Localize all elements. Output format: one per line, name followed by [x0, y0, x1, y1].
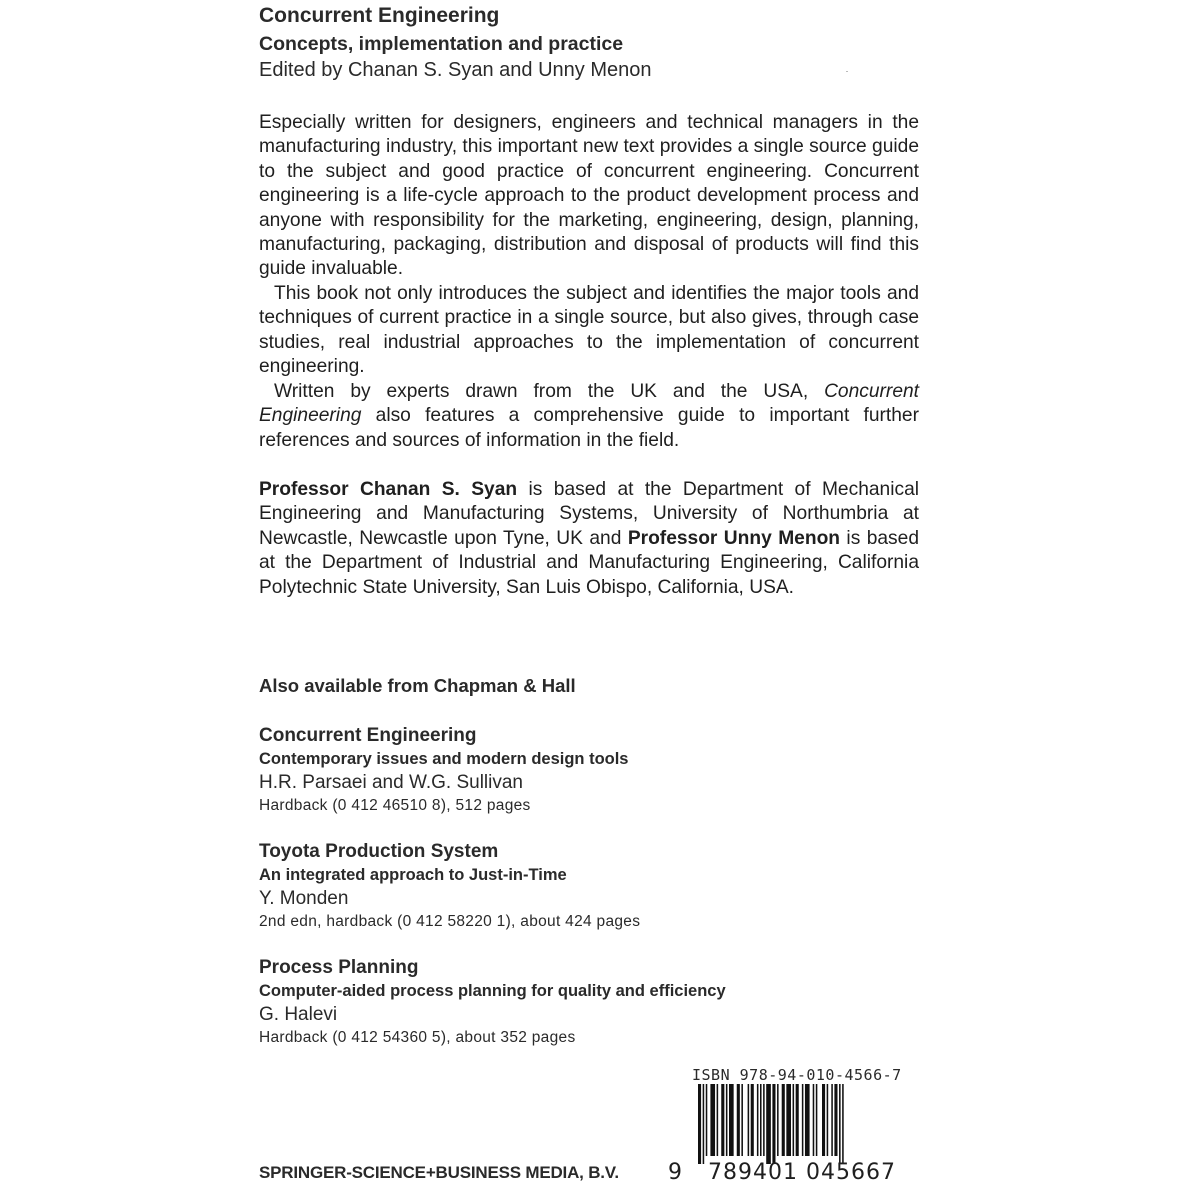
barcode-bar [793, 1084, 795, 1156]
also-available-heading: Also available from Chapman & Hall [259, 675, 576, 696]
barcode-bar [706, 1084, 708, 1156]
barcode-bar [748, 1084, 750, 1156]
isbn-label: ISBN 978-94-010-4566-7 [692, 1066, 902, 1084]
barcode-icon [696, 1084, 908, 1164]
barcode-first-digit: 9 [668, 1160, 682, 1185]
editor-bio-2: is based at the Department of Industrial and Manufacturing Engineering, California Polytechnic State University, San Luis Obispo, California, USA. [259, 527, 919, 598]
barcode-bar [796, 1084, 799, 1156]
barcode-bar [782, 1084, 785, 1156]
related-book-details: Hardback (0 412 46510 8), 512 pages [259, 797, 531, 814]
barcode-digits-right: 045667 [806, 1160, 896, 1185]
related-book-details: Hardback (0 412 54360 5), about 352 pages [259, 1029, 576, 1046]
barcode-bar [726, 1084, 728, 1156]
paragraph-3-end: also features a comprehensive guide to important further references and sources of information in the field. [259, 405, 919, 451]
paragraph-3-book-name: Concurrent Engineering [259, 381, 919, 427]
related-book-title: Process Planning [259, 957, 419, 978]
related-book-subtitle: An integrated approach to Just-in-Time [259, 866, 567, 884]
barcode-bar [839, 1084, 841, 1164]
related-book-authors: H.R. Parsaei and W.G. Sullivan [259, 772, 523, 793]
related-book-subtitle: Computer-aided process planning for quality and efficiency [259, 982, 726, 1000]
related-book-authors: G. Halevi [259, 1004, 338, 1025]
barcode-bar [757, 1084, 759, 1156]
barcode-bar [729, 1084, 734, 1156]
editor-bio-1: is based at the Department of Mechanical Engineering and Manufacturing Systems, University of Northumbria at Newcastle, Newcastle upon Tyne, UK and [259, 479, 920, 549]
related-book [259, 840, 939, 933]
description-paragraph-2: This book not only introduces the subject and identifies the major tools and techniques of current practice in a single source, but also gives, through case studies, real industrial approaches to the implementation of concurrent engineering. [259, 283, 919, 378]
editor-name-2: Professor Unny Menon [627, 527, 841, 549]
about-editors [259, 478, 919, 600]
book-subtitle: Concepts, implementation and practice [259, 33, 624, 55]
barcode-bar [741, 1084, 743, 1156]
book-title: Concurrent Engineering [259, 4, 500, 27]
description-paragraph-1: Especially written for designers, engineers and technical managers in the manufacturing industry, this important new text provides a single source guide to the subject and good practice of concurrent engineering. Concurrent engineering is a life-cycle approach to the product development process and anyone with responsibility for the marketing, engineering, design, planning, manufacturing, packaging, distribution and disposal of products will find this guide invaluable. [259, 112, 919, 280]
barcode-bar [802, 1084, 804, 1156]
barcode-bar [698, 1084, 701, 1164]
barcode-bar [751, 1084, 754, 1156]
related-book-title: Toyota Production System [259, 841, 499, 862]
barcode-bar [842, 1084, 844, 1164]
barcode-bar [816, 1084, 818, 1156]
barcode-digits-left: 789401 [708, 1160, 798, 1185]
barcode-bar [805, 1084, 810, 1156]
barcode-bar [813, 1084, 815, 1156]
barcode-bar [721, 1084, 724, 1156]
related-book-authors: Y. Monden [259, 888, 349, 909]
publisher-name: SPRINGER-SCIENCE+BUSINESS MEDIA, B.V. [259, 1163, 619, 1182]
barcode-bar [703, 1084, 705, 1164]
barcode-bar [772, 1084, 775, 1164]
description-paragraph-3 [259, 380, 919, 453]
related-book-subtitle: Contemporary issues and modern design tools [259, 750, 629, 768]
barcode-bar [763, 1084, 765, 1156]
barcode-bar [760, 1084, 762, 1156]
barcode-bar [822, 1084, 825, 1156]
related-book-details: 2nd edn, hardback (0 412 58220 1), about 424 pages [259, 913, 641, 930]
barcode-bar [827, 1084, 829, 1156]
barcode-bar [786, 1084, 791, 1156]
barcode-bar [737, 1084, 740, 1156]
barcode-bar [777, 1084, 779, 1156]
barcode-bar [834, 1084, 837, 1156]
related-book-title: Concurrent Engineering [259, 725, 477, 746]
editor-name-1: Professor Chanan S. Syan [259, 479, 518, 500]
barcode-bar [710, 1084, 715, 1156]
related-book [259, 956, 939, 1049]
barcode-bar [717, 1084, 719, 1156]
book-editors: Edited by Chanan S. Syan and Unny Menon [259, 59, 652, 81]
speck-mark [846, 71, 848, 72]
barcode-bar [766, 1084, 771, 1164]
paragraph-3-start: Written by experts drawn from the UK and the USA, [274, 381, 825, 402]
barcode-bar [831, 1084, 833, 1156]
related-book [259, 724, 939, 817]
